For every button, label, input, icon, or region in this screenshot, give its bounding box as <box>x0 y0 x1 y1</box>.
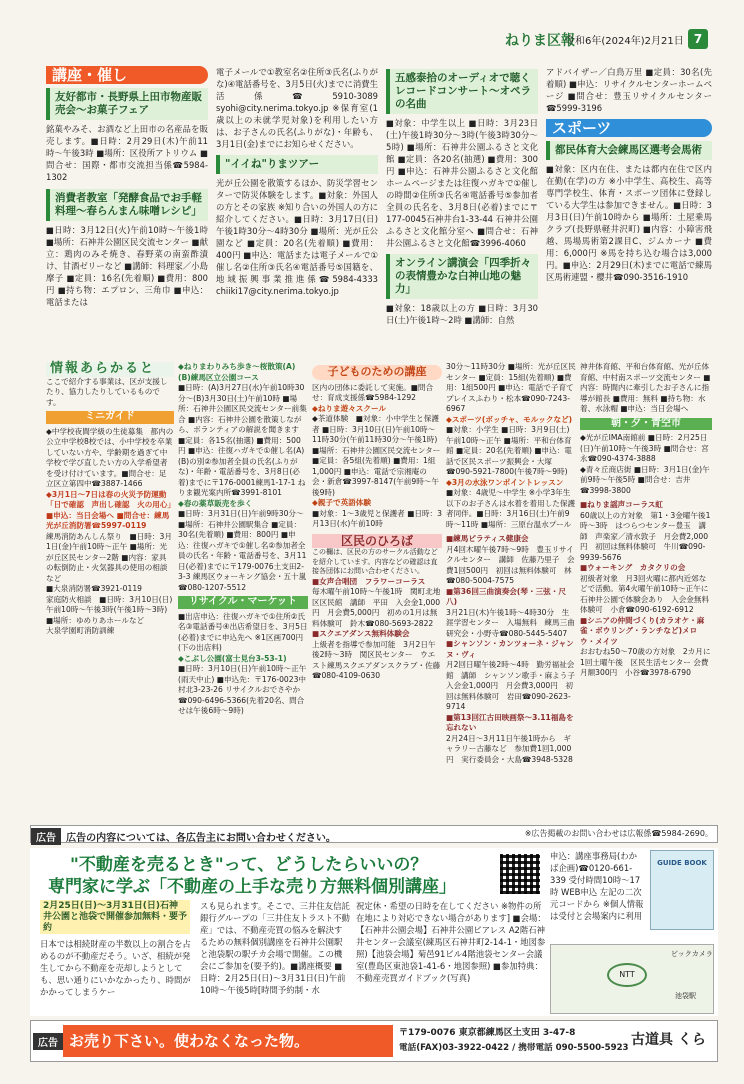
guide-book-image: GUIDE BOOK <box>650 850 714 930</box>
circle-1-title: ■練馬ピラティス健康会 <box>446 534 529 543</box>
plaza-1-body: 毎木曜午前10時〜午後1時 関町北地区区民館 講師 平田 入会金1,000円 月会費5,000円 初めの1月は無料体験可 鈴木☎080-5693-2822 <box>312 587 441 628</box>
map-ntt: NTT <box>607 963 647 987</box>
circle-3-title: ■シャンソン・カンツォーネ・ジャンヌ・ヴィ <box>446 639 574 659</box>
kids-course-tag: 子どものための講座 <box>312 365 442 380</box>
circle-6-body: 初級者対象 月3回火曜に都内近郊などで活動。第4火曜午前10時〜正午に石神井公園で体験会あり 入会金無料体験可 小倉☎090-6192-6912 <box>580 573 710 614</box>
event-body-online: ■対象：18歳以上の方 ■日時：3月30日(土)午後1時〜2時 ■講師：自然 <box>386 303 538 325</box>
column-sports-circles <box>446 362 583 818</box>
kobushi-title: ◆こぶし公園(富士見台3-53-1) <box>178 653 287 663</box>
circle-7-title: ■シニアの仲間づくり(カラオケ・麻雀・ボウリング・ランチなど)メロウ・メイツ <box>580 615 705 646</box>
map-biccamera: ビックカメラ <box>671 950 713 958</box>
footer-ad <box>30 1020 718 1062</box>
ad-body-3: 祝定休・希望の日時を在してください ※物件の所在地により対応できない場合があります] ■会場：【石神井公園会場】石神井公園ピアレス A2階石神井センター会議室(練馬区石神井町2-14-1・地図参照)【池袋会場】菊邑91ビル4階池袋センター会議室(豊島区東池袋1-41-6・地図参照) ■参加特典：不動産売買ガイドブック(写真) <box>356 901 546 983</box>
event-body-fermentation: ■日時：3月12日(火)午前10時〜午後1時 ■場所：石神井公園区民交流センター ■献立：鶏肉のみそ焼き、春野菜の南蛮酢漬け、甘酒ゼリーなど ■講師：料理家／小島摩子 ■定員：16名(先着順) ■費用：800円 ■持ち物：エプロン、三角巾 ■申込：電話または <box>46 225 208 307</box>
column-sports <box>546 66 712 356</box>
circle-4-body: 2月24日〜3月11日午後1時から ギャラリー古藤など 参加費1回1,000円 実行委員会・大島☎3948-5328 <box>446 733 573 764</box>
sports-body-horse: ■対象：区内在住、または都内在住で区内在勤(在学)の方 ※小中学生、高校生、高等専門学校生、体育・スポーツ団体に登録している大学生は参加できません。■日時：3月3日(日)午前10時から ■場所：土屋乗馬クラブ(長野県軽井沢町) ■内容：小障害飛越、馬場馬術第2課目C、ジムカーナ ■費用：6,000円 ※馬を持ち込む場合は3,000円。■申込：2月29日(木)までに電話で練馬区馬術連盟・櫻井☎090-3516-1910 <box>546 164 712 282</box>
ad-apply: 申込：講座事務局(わかば企画)☎0120-661-339 受付時間10時〜17時 WEB申込 左記の二次元コードから ※個人情報は受付と会場案内に利用 <box>550 851 644 921</box>
kids-intro: 区内の団体に委託して実施。■問合せ：育成支援係☎5984-1292 <box>312 382 434 402</box>
plaza-note: この欄は、区民の方のサークル活動などを紹介しています。内容などの確認は直接各団体にお問い合わせください。 <box>312 548 438 575</box>
ad-notice-bar <box>30 825 718 843</box>
circle-4-title: ■第13回江古田映画祭〜3.11福島を忘れない <box>446 712 574 732</box>
event-title-fermentation: 消費者教室「発酵食品でお手軽料理〜春らんまん味噌レシピ」 <box>46 189 208 221</box>
page-number: 7 <box>688 29 708 49</box>
qr-code[interactable] <box>500 854 540 894</box>
event-title-ueda: 友好都市・長野県上田市物産販売会〜お菓子フェア <box>46 88 208 120</box>
circle-5-body: 60歳以上の方対象 第1・3金曜午後1時〜3時 はつらつセンター豊玉 講師 声楽家／清水敦子 月会費2,000円 初回は無料体験可 牛川☎090-9939-5676 <box>580 510 711 562</box>
kids-school-title: ◆ねりま遊々スクール <box>312 403 387 413</box>
section-title-sports: スポーツ <box>546 119 712 137</box>
circle-2-body: 3月21日(木)午後1時〜4時30分 生涯学習センター 入場無料 練馬三曲研究会・小野寺☎080-5445-5407 <box>446 607 575 638</box>
plaza-tag: 区民のひろば <box>312 534 442 549</box>
section-title-events: 講座・催し <box>46 66 208 84</box>
kids-english-title: ◆親子で英語体験 <box>312 498 371 507</box>
circle-2-title: ■第36回三曲演奏会(琴・三弦・尺八) <box>446 586 566 606</box>
column-events-3 <box>386 66 538 356</box>
kobushi-body: ■日時：3月10日(日)午前10時〜正午(雨天中止) ■申込先：〒176-0023中村北3-23-26 リサイクルおでさやか☎090-6496-5366(先着20名、問合せは午後6時〜9時) <box>178 664 307 715</box>
footer-ad-main: お売り下さい。使わなくなった物。 <box>63 1025 393 1057</box>
issue-date: 令和6年(2024年)2月21日 <box>565 36 684 47</box>
swim-body: ■対象：4歳児〜中学生 ※小学3年生以下のお子さんは水着を着用した保護者同伴。■日時：3月16日(土)午前9時〜11時 ■場所：三原台温水プール <box>446 488 576 529</box>
mini-guide-item-4: ■大泉消防署☎3921-0119 <box>46 584 142 593</box>
event-body-recycle: アドバイザー／白鳥万里 ■定員：30名(先着順) ■申込：リサイクルセンターホームページ ■問合せ：豊玉リサイクルセンター☎5999-3196 <box>546 67 712 113</box>
event-title-record: 五感泰拾のオーディオで聴くレコードコンサート〜オペラの名曲 <box>386 69 538 114</box>
recycle-market-tag: リサイクル・マーケット <box>178 596 308 609</box>
market-1: ◆光が丘IMA南館前 ■日時：2月25日(日)午前10時〜午後3時 ■問合せ：宮永☎090-4374-3888 <box>580 433 709 463</box>
swim-title: ◆3月の水泳ワンポイントレッスン <box>446 477 564 487</box>
circle-5-title: ■ねりま謡声コーラス虹 <box>580 500 663 509</box>
herb-title: ◆春の薬草販売を歩く <box>178 498 253 508</box>
plaza-2-body: 上級者を指導で参加可能 3月2日午後2時〜3時 関区民センター ウエスト練馬スクエアダンスクラブ・佐藤☎080-4109-0630 <box>312 639 441 680</box>
mini-guide-tag: ミニガイド <box>46 411 174 424</box>
footer-ad-label: 広告 <box>33 1033 63 1050</box>
mini-guide-item-3: 練馬消防あんしん祭り ■日時：3月1日(金)午前10時〜正午 ■場所：光が丘区民センター2階 ■内容：家具の転倒防止・火気器具の使用の相談など <box>46 531 172 583</box>
market-tag: 朝・夕・青空市 <box>580 418 712 431</box>
sports-title-horse: 都民体育大会練馬区選考会馬術 <box>546 141 712 160</box>
mini-guide-item-6: 大泉学園町消防訓練 <box>46 626 115 635</box>
column-walk-recycle <box>178 362 308 818</box>
herb-body: ■日時：3月31日(日)午前9時30分〜 ■場所：石神井公園駅集合 ■定員：30名(先着順) ■費用：800円 ■申込：往復ハガキで①催し名②参加者全員の氏名・年齢・電話番号を、3月11日(必着)までに〒179-0076土支田2-3-3 練馬区ウォーキング協会・五十嵐☎080-1207-5512 <box>178 509 307 592</box>
realestate-ad <box>30 848 718 1016</box>
footer-phone: 電話(FAX)03-3922-0422 / 携帯電話 090-5500-5923 <box>399 1043 629 1053</box>
ad-notice-contact: ※広告掲載のお問い合わせは広報係☎5984-2690。 <box>524 829 713 838</box>
column-markets <box>580 362 712 818</box>
event-body-tour: 光が丘公園を散策するほか、防災学習センターで防災体験をします。■対象：外国人の方とその家族 ※知り合いの外国人の方に紹介してください。■日時：3月17日(日)午後1時30分〜4時30分 ■場所：光が丘公園など ■定員：20名(先着順) ■費用：400円 ■申込：電話または電子メールで①催し名②住所③氏名④電話番号⑤国籍を、地域振興事業推進係☎5984-4333 chiiki17@city.nerima.tokyo.jp <box>216 178 378 296</box>
arakaruto-intro: ここで紹介する事業は、区が支援したり、協力したりしているものです。 <box>46 376 168 407</box>
mini-guide-item-5: 家庭防火相談 ■日時：3月10日(日)午前10時〜午後3時(午後1時〜3時) ■場所：ゆめりあホールなど <box>46 594 173 625</box>
column-arakaruto <box>46 362 174 818</box>
recycle-body: ■出店申込：往復ハガキで①住所②氏名③電話番号④出店希望日を、3月5日(必着)までに申込先へ ※1区画700円(下の出店料) <box>178 611 308 652</box>
column-events-1 <box>46 66 208 356</box>
kids-school-body: ◆茶道体験 ■対象：小中学生と保護者 ■日時：3月10日(日)午前10時〜11時30分(午前11時30分〜午後1時) ■場所：石神井公園区民交流センター ■定員：各5組(先着順) ■費用：1組1,000円 ■申込：電話で宗湘庵の会・新倉☎3997-8147(午前9時〜午後9時) <box>312 414 441 497</box>
ad-body-2: スも見られます。そこで、三井住友信託銀行グループの「三井住友トラスト不動産」では、不動産売買の悩みを解決するための無料個別講座を石神井公園駅と池袋駅の駅チカ会場で開催。この機会にご参加を(要予約)。■講座概要 ■日時：2月25日(日)〜3月31日(日)午前10時〜午後5時[時間予約制・水 <box>200 901 350 995</box>
footer-address: 〒179-0076 東京都練馬区土支田 3-47-8 <box>399 1028 576 1038</box>
mini-guide-item-2: ◆3月1日〜7日は春の火災予防運動「日で確認 声出し確認 火の用心」■申込：当日会場へ ■問合せ：練馬光が丘消防署☎5997-0119 <box>46 489 172 530</box>
event-title-tour: "イイね"りまツアー <box>216 155 378 174</box>
circle-3-body: 月2回日曜午後2時〜4時 勤労福祉会館 講師 シャンソン歌手・麻よう子 入会金1,000円 月会費3,000円 初回は無料体験可 岩田☎090-2623-9714 <box>446 660 583 711</box>
plaza-1-title: ■女声合唱団 フラワーコーラス <box>312 576 426 586</box>
circle-6-title: ■ウォーキング カタクリの会 <box>580 563 686 572</box>
kids-sports-body: ■対象：小学生 ■日時：3月9日(土)午前10時〜正午 ■場所：平和台体育館 ■定員：20名(先着順) ■申込：電話で区民スポーツ振興会・大塚☎090-5921-7800(午後7時〜9時) <box>446 425 572 476</box>
circle-7-body: おおむね50〜70歳の方対象 2カ月に1回土曜午後 区民生活センター 会費月額300円 小谷☎3978-6790 <box>580 647 711 677</box>
swim-cont: 神井体育館、平和台体育館、光が丘体育館、中村南スポーツ交流センター ■内容：時間内に牽引したお子さんに指導が館長 ■費用：無料 ■持ち物：水着、水泳帽 ■申込：当日会場へ <box>580 362 711 413</box>
walk-body: ■日時：(A)3月27日(水)午前10時30分〜(B)3月30日(土)午前10時 ■場所：石神井公園区民交流センター前集合 ■内容：石神井公園を散策しながら、ボランティアの解説を聞きます ■定員：各15名(抽選) ■費用：500円 ■申込：往復ハガキで①催し名(A)(B)の別②参加者全員の氏名(ふりがな)・年齢・電話番号を、3月8日(必着)までに〒176-0001練馬1-17-1 ねりま観光案内所☎3991-8101 <box>178 383 307 497</box>
ad-headline-1: "不動産を売るとき"って、どうしたらいいの？ <box>70 855 428 875</box>
column-events-2 <box>216 66 378 356</box>
market-2: ◆青々丘商店街 ■日時：3月1日(金)午前9時〜午後5時 ■問合せ：吉井☎3998-3800 <box>580 464 710 495</box>
page-header <box>0 0 744 52</box>
plaza-2-title: ■スクエアダンス無料体験会 <box>312 629 410 638</box>
walk-title: ◆ねりまわりみち歩き〜桜散策(A)(B)練馬区立公園コース <box>178 362 296 382</box>
event-body-ueda: 銘菓やみそ、お酒など上田市の名産品を販売します。■日時：2月29日(木)午前11時〜午後3時 ■場所：区役所アトリウム ■問合せ：国際・都市交流担当係☎5984-1302 <box>46 124 208 182</box>
newsletter-name: ねりま区報 <box>505 33 575 49</box>
ad-label: 広告 <box>31 828 61 845</box>
circle-1-body: 月4回木曜午後7時〜9時 豊玉リサイクルセンター 講師 佐藤乃里子 会費1回500円 初回は無料体験可 林☎080-5004-7575 <box>446 544 575 585</box>
column-kids-plaza <box>312 362 442 818</box>
ad-notice: 広告の内容については、各広告主にお問い合わせください。 <box>66 833 336 844</box>
ad-period: 2月25日(日)〜3月31日(日)石神井公園と池袋で開催参加無料・要予約 <box>40 900 190 934</box>
ad-map <box>550 944 714 1014</box>
kids-english-body: ■対象：1〜3歳児と保護者 ■日時：3月13日(水)午前10時 <box>312 508 442 528</box>
ad-body-1: 日本では相続財産の半数以上の割合を占めるのが不動産だそう。いざ、相続が発生してから不動産を売却しようとしても、思い通りにいかなかったり、時間がかかってしまうケー <box>40 939 191 997</box>
kids-english-cont: 30分〜11時30分 ■場所：光が丘区民センター ■定員：15組(先着順) ■費用：1組500円 ■申込：電話で子育てプレイスふわり・松本☎090-7243-6967 <box>446 362 576 413</box>
ad-headline-2: 専門家に学ぶ「不動産の上手な売り方無料個別講座」 <box>48 877 456 897</box>
mini-guide-item-1: ◆中学校夜間学級の生徒募集 都内の公立中学校8校では、小中学校を卒業していない方や、学齢期を過ぎて中学校で学び直したい方の入学希望者を受け付けています。■問合せ：足立区立第四中☎3887-1466 <box>46 426 174 488</box>
section-title-arakaruto: 情報あらかると <box>46 362 174 377</box>
event-title-online: オンライン講演会「四季折々の表情豊かな白神山地の魅力」 <box>386 254 538 299</box>
event-body-record: ■対象：中学生以上 ■日時：3月23日(土)午後1時30分〜3時(午後3時30分〜5時) ■場所：石神井公園ふるさと文化館 ■定員：各20名(抽選) ■費用：300円 ■申込：石神井公園ふるさと文化館ホームページまたは往復ハガキで①催しの時間②住所③氏名④電話番号⑤参加者全員の氏名を、3月8日(必着)までに〒177-0045石神井台1-33-44 石神井公園ふるさと文化館分室へ ■問合せ：石神井公園ふるさと文化館☎3996-4060 <box>386 118 538 248</box>
footer-shop-name: 古道具 くら <box>631 1032 706 1048</box>
kids-sports-title: ◆スポーツ(ボッチャ、モルックなど) <box>446 414 573 424</box>
event-body-cont: 電子メールで①教室名②住所③氏名(ふりがな)④電話番号を、3月5日(火)までに消費生活係☎5910-3089 syohi@city.nerima.tokyo.jp ※保育室(1歳以上の未就学児対象)を利用したい方は、お子さんの氏名(ふりがな)・年齢も、3月1日(金)までにお知らせください。 <box>216 67 378 149</box>
map-ikebukuro: 池袋駅 <box>675 992 696 1000</box>
